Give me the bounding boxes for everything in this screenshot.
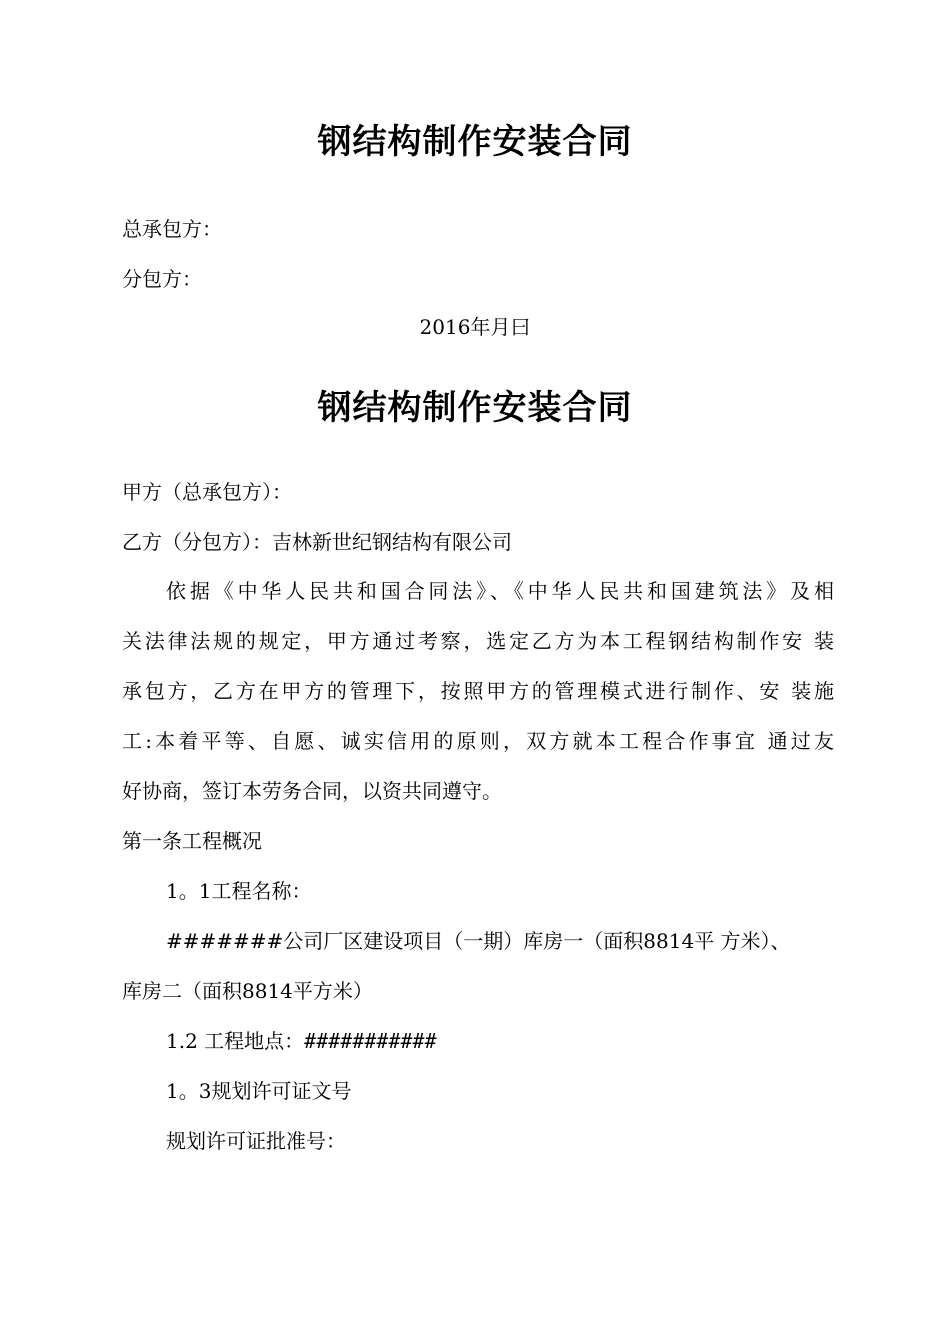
cover-title: 钢结构制作安装合同 — [317, 122, 633, 162]
permit-approval-label: 规划许可证批准号： — [166, 1129, 346, 1153]
location-label: 1.2 工程地点： — [166, 1029, 305, 1053]
preamble-line: 依据《中华人民共和国合同法》、《中华人民共和国建筑法》及相 — [166, 579, 834, 603]
location-value: ########### — [304, 1029, 437, 1053]
subcontractor-label: 分包方： — [122, 267, 202, 291]
preamble-line: 承包方，乙方在甲方的管理下，按照甲方的管理模式进行制作、安 装施 — [122, 679, 834, 703]
general-contractor-label: 总承包方： — [122, 217, 222, 241]
preamble-line: 工:本着平等、自愿、诚实信用的原则，双方就本工程合作事宜 通过友 — [122, 729, 834, 753]
contract-title: 钢结构制作安装合同 — [317, 388, 633, 428]
item-1-2-location — [166, 1027, 437, 1055]
article-1-heading: 第一条工程概况 — [122, 829, 262, 853]
project-name-line-2: 库房二（面积8814平方米） — [122, 979, 373, 1003]
item-1-1-project-name-label: 1。1工程名称： — [166, 879, 312, 903]
preamble-paragraph — [122, 577, 834, 827]
cover-date: 2016年月曰 — [419, 315, 531, 339]
preamble-line: 好协商，签订本劳务合同，以资共同遵守。 — [122, 779, 502, 803]
preamble-line: 关法律法规的规定，甲方通过考察，选定乙方为本工程钢结构制作安 装 — [122, 629, 834, 653]
project-name-line-1: #######公司厂区建设项目（一期）库房一（面积8814平 方米）、 — [166, 929, 791, 953]
party-b-label: 乙方（分包方）：吉林新世纪钢结构有限公司 — [122, 530, 512, 554]
party-a-label: 甲方（总承包方）： — [122, 480, 292, 504]
item-1-3-permit-number: 1。3规划许可证文号 — [166, 1079, 352, 1103]
